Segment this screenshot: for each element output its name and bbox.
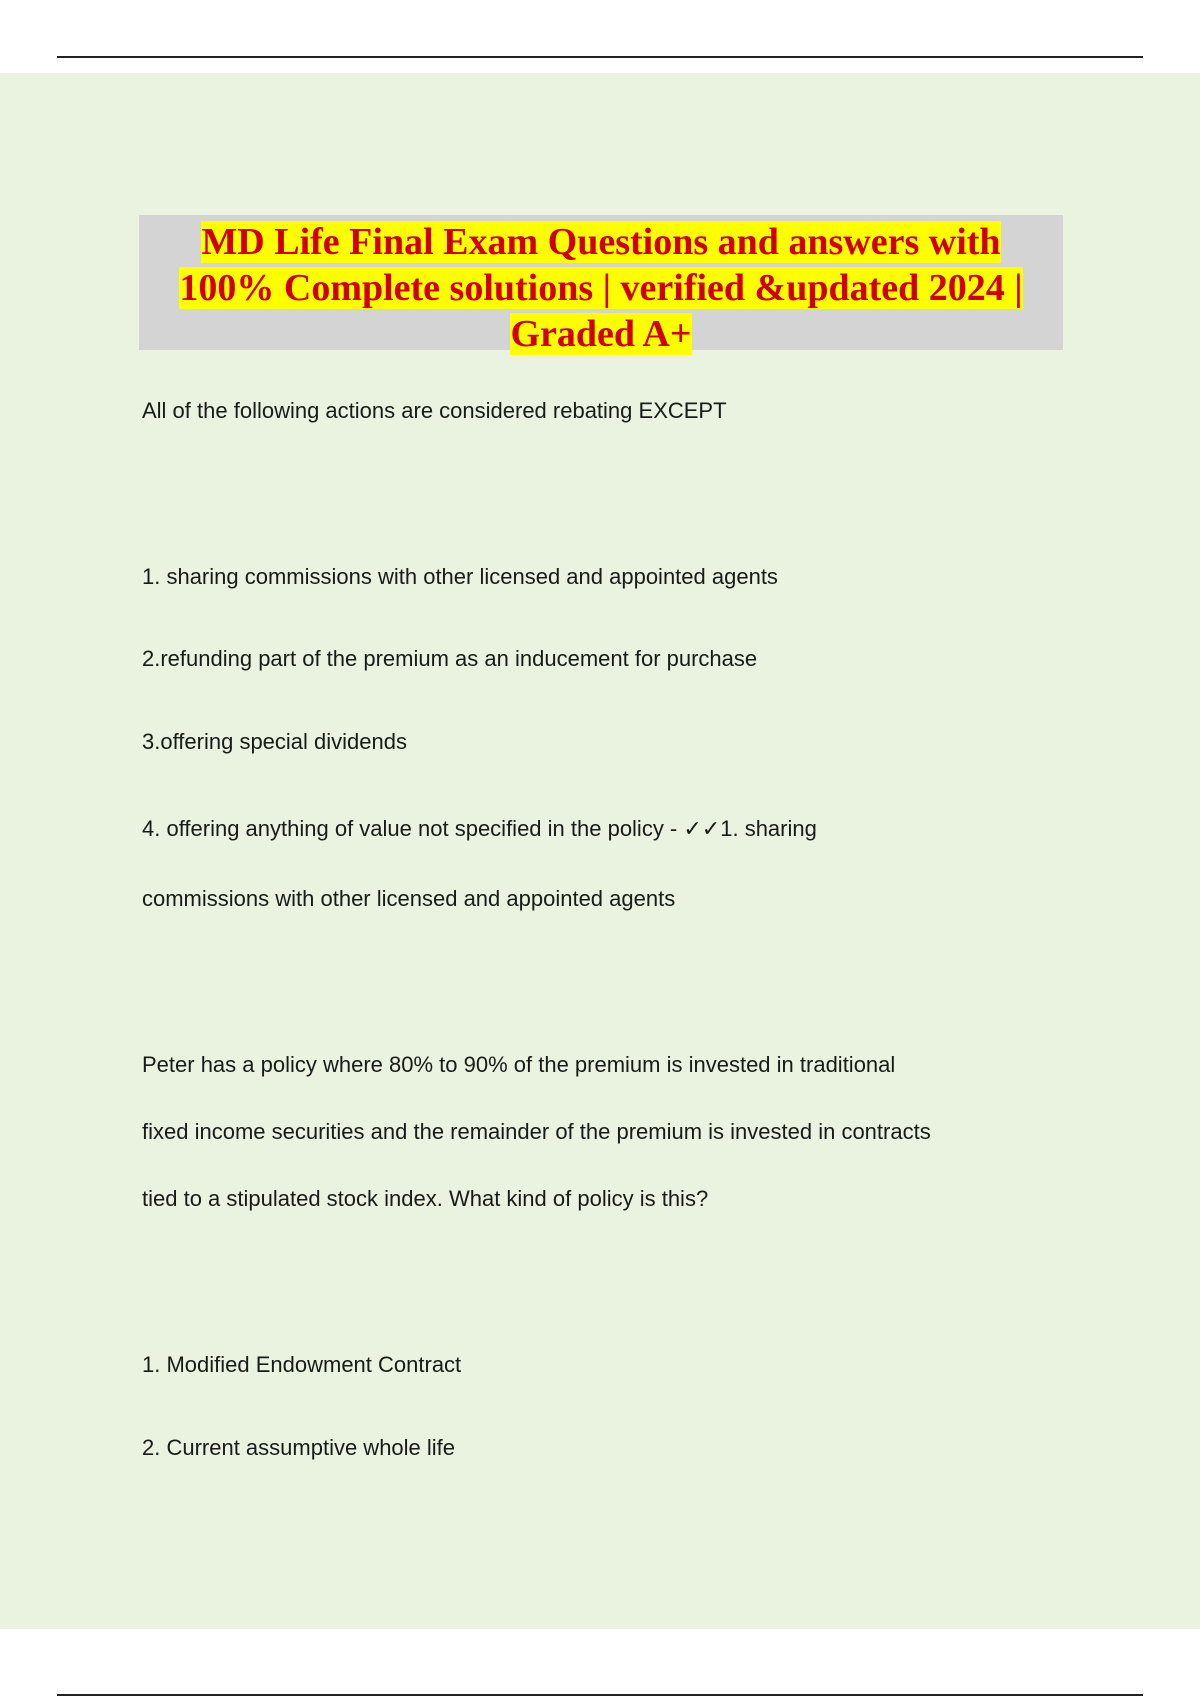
question-2-option-1: 1. Modified Endowment Contract	[142, 1352, 462, 1377]
title-line-2: 100% Complete solutions | verified &updated 2024 |	[179, 267, 1023, 309]
question-2-prompt-line-3: tied to a stipulated stock index. What kind of policy is this?	[142, 1186, 709, 1211]
document-title	[139, 215, 1063, 357]
title-line-1: MD Life Final Exam Questions and answers with	[201, 221, 1001, 263]
question-1-option-2: 2.refunding part of the premium as an inducement for purchase	[142, 646, 758, 671]
top-rule	[57, 56, 1143, 58]
question-1-option-3: 3.offering special dividends	[142, 729, 407, 754]
question-1-answer-line-1: 4. offering anything of value not specified in the policy - ✓✓1. sharing	[142, 816, 817, 841]
question-2-option-2: 2. Current assumptive whole life	[142, 1435, 456, 1460]
question-2-prompt-line-2: fixed income securities and the remainder of the premium is invested in contracts	[142, 1119, 931, 1144]
question-2-prompt-line-1: Peter has a policy where 80% to 90% of the premium is invested in traditional	[142, 1052, 896, 1077]
title-banner	[139, 215, 1063, 355]
question-1-answer-line-2: commissions with other licensed and appointed agents	[142, 886, 676, 911]
question-1-prompt: All of the following actions are considered rebating EXCEPT	[142, 398, 727, 423]
title-line-3: Graded A+	[510, 313, 692, 355]
bottom-rule	[57, 1694, 1143, 1696]
question-1-option-1: 1. sharing commissions with other licensed and appointed agents	[142, 564, 778, 589]
